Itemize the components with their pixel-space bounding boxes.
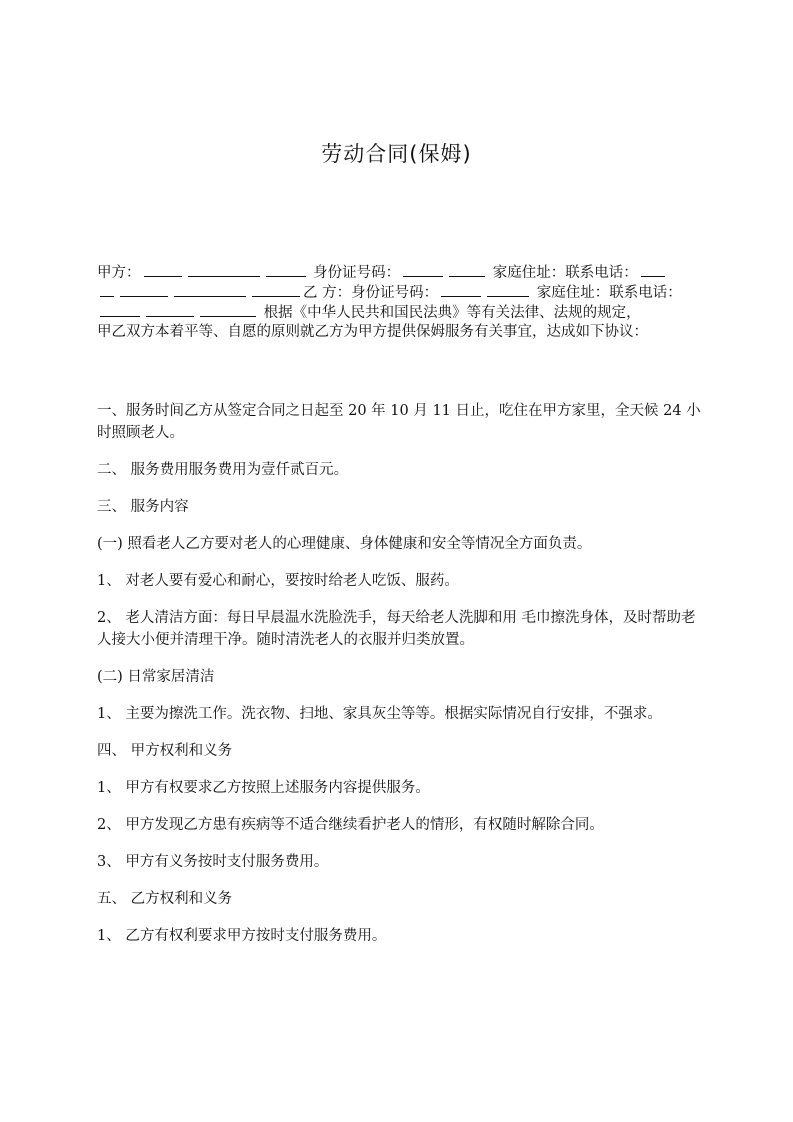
blank-field <box>146 302 194 317</box>
clause-party-a-rights-1: 1、 甲方有权要求乙方按照上述服务内容提供服务。 <box>97 780 430 796</box>
clause-elder-care: (一) 照看老人乙方要对老人的心理健康、身体健康和安全等情况全方面负责。 <box>97 536 592 552</box>
party-a-id-label: 身份证号码： <box>313 265 401 281</box>
clause-home-cleaning-1: 1、 主要为擦洗工作。洗衣物、扫地、家具灰尘等等。根据实际情况自行安排，不强求。 <box>97 706 662 722</box>
blank-field <box>403 262 443 277</box>
blank-field <box>188 262 260 277</box>
party-line-4: 甲乙双方本着平等、自愿的原则就乙方为甲方提供保姆服务有关事宜，达成如下协议： <box>97 324 648 340</box>
blank-field <box>100 302 140 317</box>
blank-field <box>487 282 529 297</box>
contract-clauses <box>97 400 709 962</box>
clause-home-cleaning-heading: (二) 日常家居清洁 <box>97 669 215 685</box>
blank-field <box>266 262 306 277</box>
blank-field <box>120 282 168 297</box>
blank-field <box>200 302 256 317</box>
party-line-2 <box>97 282 717 302</box>
blank-field <box>449 262 485 277</box>
clause-service-content-heading: 三、 服务内容 <box>97 499 189 515</box>
clause-service-time: 一、服务时间乙方从签定合同之日起至 20 年 10 月 11 日止，吃住在甲方家里，全天候 24 小时照顾老人。 <box>97 403 701 441</box>
blank-field <box>441 282 481 297</box>
party-b-address-label: 家庭住址：联系电话： <box>536 285 682 301</box>
document-title: 劳动合同(保姆) <box>321 142 472 166</box>
clause-elder-care-2: 2、 老人清洁方面：每日早晨温水洗脸洗手，每天给老人洗脚和用 毛巾擦洗身体，及时帮助老人接大小便并清理干净。随时清洗老人的衣服并归类放置。 <box>97 610 696 648</box>
party-a-address-label: 家庭住址：联系电话： <box>492 265 638 281</box>
blank-field <box>100 282 114 297</box>
blank-field <box>144 262 182 277</box>
clause-party-b-rights-1: 1、 乙方有权利要求甲方按时支付服务费用。 <box>97 928 387 944</box>
blank-field <box>641 262 665 277</box>
clause-party-b-rights-heading: 五、 乙方权利和义务 <box>97 891 233 907</box>
party-info-block <box>97 262 717 342</box>
party-line-1 <box>97 262 717 282</box>
clause-party-a-rights-2: 2、 甲方发现乙方患有疾病等不适合继续看护老人的情形，有权随时解除合同。 <box>97 817 604 833</box>
clause-service-fee: 二、 服务费用服务费用为壹仟贰百元。 <box>97 462 349 478</box>
clause-party-a-rights-3: 3、 甲方有义务按时支付服务费用。 <box>97 854 329 870</box>
legal-basis-text: 根据《中华人民共和国民法典》等有关法律、法规的规定， <box>263 305 641 321</box>
party-a-label: 甲方： <box>97 265 141 281</box>
party-b-label: 乙 方：身份证号码： <box>303 285 439 301</box>
blank-field <box>174 282 246 297</box>
clause-elder-care-1: 1、 对老人要有爱心和耐心，要按时给老人吃饭、服药。 <box>97 573 459 589</box>
blank-field <box>252 282 300 297</box>
clause-party-a-rights-heading: 四、 甲方权利和义务 <box>97 743 233 759</box>
party-line-3 <box>97 302 717 322</box>
